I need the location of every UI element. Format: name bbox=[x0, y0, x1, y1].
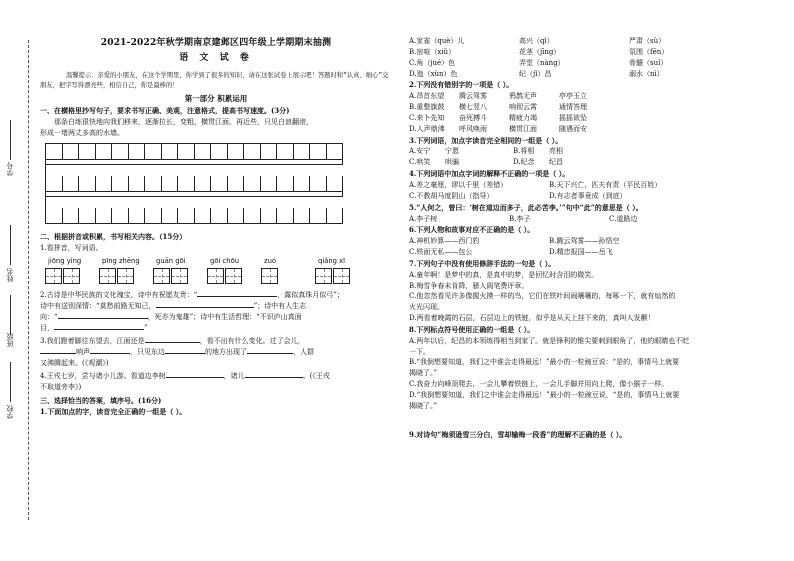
tian-cell[interactable] bbox=[99, 268, 116, 284]
pinyin-5: zuó bbox=[264, 256, 277, 265]
tian-cell[interactable] bbox=[225, 268, 242, 284]
q4-question: 4.下列词语中加点字词的解释不正确的一项是（ ）。 bbox=[409, 169, 570, 179]
blank-student-id[interactable] bbox=[10, 120, 12, 160]
q7-options: A.童年啊！是梦中的真，是真中的梦，是回忆时含泪的微笑。 B.梅雪争春未肯降，骚人阁笔费评章。 C.他忽然看见许多像握火摸一样的鸟，它们在铁叶间闹嚷嚷的，每啄一下，就有灿然的 火光闪现。 D.两看着晚霞的石层，石层边上的铁链，似乎是从天上挂下来的，真叫人发颤！ bbox=[409, 270, 676, 323]
pinyin-1: jiōng yìng bbox=[48, 256, 82, 265]
field-student-id: 学号 bbox=[6, 162, 14, 176]
field-class: 班级 bbox=[6, 333, 14, 347]
q6-options: A.神机妙算——西门豹 B.腾云驾雾——孙悟空 C.铁面无私——包公 D.精忠报国——岳飞 bbox=[409, 237, 620, 257]
intro-text: 温馨提示：亲爱的小朋友，在这个学期里，你学到了很多的知识，请在这张试卷上展示吧！答题时和“认真、细心”交朋友，把字写得漂亮些，相信自己，你是最棒的！ bbox=[40, 71, 389, 89]
pinyin-2: pīng zhēng bbox=[102, 256, 140, 265]
seal-line bbox=[28, 40, 29, 520]
tian-cell[interactable] bbox=[45, 268, 62, 284]
tian-cell[interactable] bbox=[261, 268, 278, 284]
tian-cell[interactable] bbox=[207, 268, 224, 284]
q8-options: A.两年以后，纪昌的本领练得相当到家了。就是锋利的锥尖要刺到眼角了，他的眼睛也不眨 一下。 B.“我倒想要知道，我们之中谁会走得最远！”最小的一粒豌豆说：“是的，事情马上就要 揭晓了。” C.我奋力向峰顶爬去，一会儿攀着铁链上，一会儿手脚并用向上爬，像小猴子一样。 D.“我倒想要知道，我们之中谁会走得最远！”最小的一粒豌豆说，“是的，事情马上就要 揭晓了。” bbox=[409, 336, 690, 410]
field-school: 学校 bbox=[6, 405, 14, 419]
q2-sub2: 2.古诗是中华民族的文化瑰宝，诗中有祝愿友贵：“ ，露似真珠月似弓”； 诗中有送别深情：“莫愁前路无知己， ”；诗中有人生志 向：“ ，死亦为鬼雄”；诗中有生活哲理：“不识庐山真面 目， ” bbox=[40, 291, 344, 332]
q3-question: 3.下列词语，加点字读音完全相同的一组是（ ）。 bbox=[409, 135, 563, 145]
pinyin-4: gōi chōu bbox=[210, 256, 240, 265]
q5-question: 5.“人何之，曾曰：‘树在道边而多子，此必苦李。’”句中“此”的意思是（ ）。 bbox=[409, 202, 643, 212]
q3-sub1: 1.下面加点的字，读音完全正确的一组是（ ）。 bbox=[40, 406, 187, 416]
q2-sub3: 3.我们蹬着脚往东望去，江面还是 ，看不出有什么变化。过了会儿， 响声 ，只见东边 的地方出现了 ，人群 又沸腾起来。(《观潮》) bbox=[40, 337, 314, 367]
pinyin-3: guān gōi bbox=[156, 256, 186, 265]
q2-question: 2.下列没有错别字的一项是（ ）。 bbox=[409, 80, 514, 90]
q2-heading: 二、根据拼音或积累，书写相关内容。（15分） bbox=[40, 232, 187, 242]
q5-options: A.李子树 B.李子 C.道路边 bbox=[409, 214, 638, 223]
tian-cell[interactable] bbox=[153, 268, 170, 284]
q7-question: 7.下列句子中没有使用修辞手法的一句是（ ）。 bbox=[409, 258, 556, 268]
q3-heading: 三、选择恰当的答案，填序号。(16分) bbox=[40, 395, 162, 405]
pinyin-6: qiǎng xī bbox=[318, 256, 346, 265]
q2-sub1: 1.看拼音，写词语。 bbox=[40, 244, 103, 252]
tian-cell[interactable] bbox=[117, 268, 134, 284]
blank-name[interactable] bbox=[10, 225, 12, 265]
field-name: 姓名 bbox=[6, 268, 14, 282]
part-one-heading: 第一部分 积累运用 bbox=[184, 93, 248, 103]
right-column bbox=[409, 36, 779, 441]
q9-question: 9.对诗句“梅须逊雪三分白，雪却输梅一段香”的理解不正确的是（ ）。 bbox=[409, 429, 627, 439]
tian-cell[interactable] bbox=[315, 268, 332, 284]
q4-options: A.差之毫厘，谬以千里（差错） B.天下兴亡，匹夫有责（平民百姓） C.不教胡马度阴山（指导） D.有志者事竟成（到底） bbox=[409, 180, 662, 200]
tian-cell[interactable] bbox=[63, 268, 80, 284]
tian-grid-row bbox=[45, 268, 392, 284]
q2-sub4: 4.王戎七岁，尝与诸小儿游。看道边李树 ，诸儿 。(《王戎 不取道旁李》) bbox=[40, 372, 330, 391]
q3-options: A.安宁 宁愿 B.将相 亮相 C.哄笑 哄骗 D.纪念 纪昌 bbox=[409, 147, 563, 167]
q8-question: 8.下列标点符号使用正确的一组是（ ）。 bbox=[409, 324, 535, 334]
tian-cell[interactable] bbox=[333, 268, 350, 284]
exam-subtitle: 语 文 试 卷 bbox=[179, 53, 253, 64]
pinyin-row bbox=[48, 257, 392, 265]
q1-passage-a: 那条白练很快地向我们移来，逐渐拉长，变粗，横贯江面。再近些，只见白浪翻滚， bbox=[54, 117, 313, 126]
writing-grid[interactable] bbox=[45, 143, 343, 224]
binding-margin bbox=[0, 0, 40, 561]
blank-class[interactable] bbox=[10, 295, 12, 335]
exam-title: 2021-2022年秋学期南京建邺区四年级上学期期末抽测 bbox=[100, 38, 332, 48]
q2-options: A.昂首东望 腾云驾雾 鸦鹊无声 亭亭玉立 B.重整旗鼓 横七竖八 响彻云霄 通情答理 C.来卜先知 奋死搏斗 精疲力竭 摇摇欲坠 D.人声鼎沸 呼风唤雨 横贯江面 随遇而安 bbox=[409, 92, 587, 133]
q1-passage-b: 形成一堵两丈多高的水墙。 bbox=[40, 128, 124, 137]
left-column bbox=[40, 38, 392, 417]
tian-cell[interactable] bbox=[171, 268, 188, 284]
q6-question: 6.下列人物和故事对应不正确的是（ ）。 bbox=[409, 225, 535, 235]
q1-options: A.家雀（què）儿 高兴（qì） 严肃（sù） B.宿喧（xiǔ） 花茎（jīng） 氛围（fēn） C.角（jué）色 弄堂（nàng） 骨髓（suí） D.迤（xùn）色 纪（jǐ）昌 溺水（nì） bbox=[409, 37, 669, 78]
q1-heading: 一、在横格里抄写句子，要求书写正确、美观，注意格式，提高书写速度。(3分) bbox=[40, 106, 290, 115]
blank-school[interactable] bbox=[10, 362, 12, 402]
